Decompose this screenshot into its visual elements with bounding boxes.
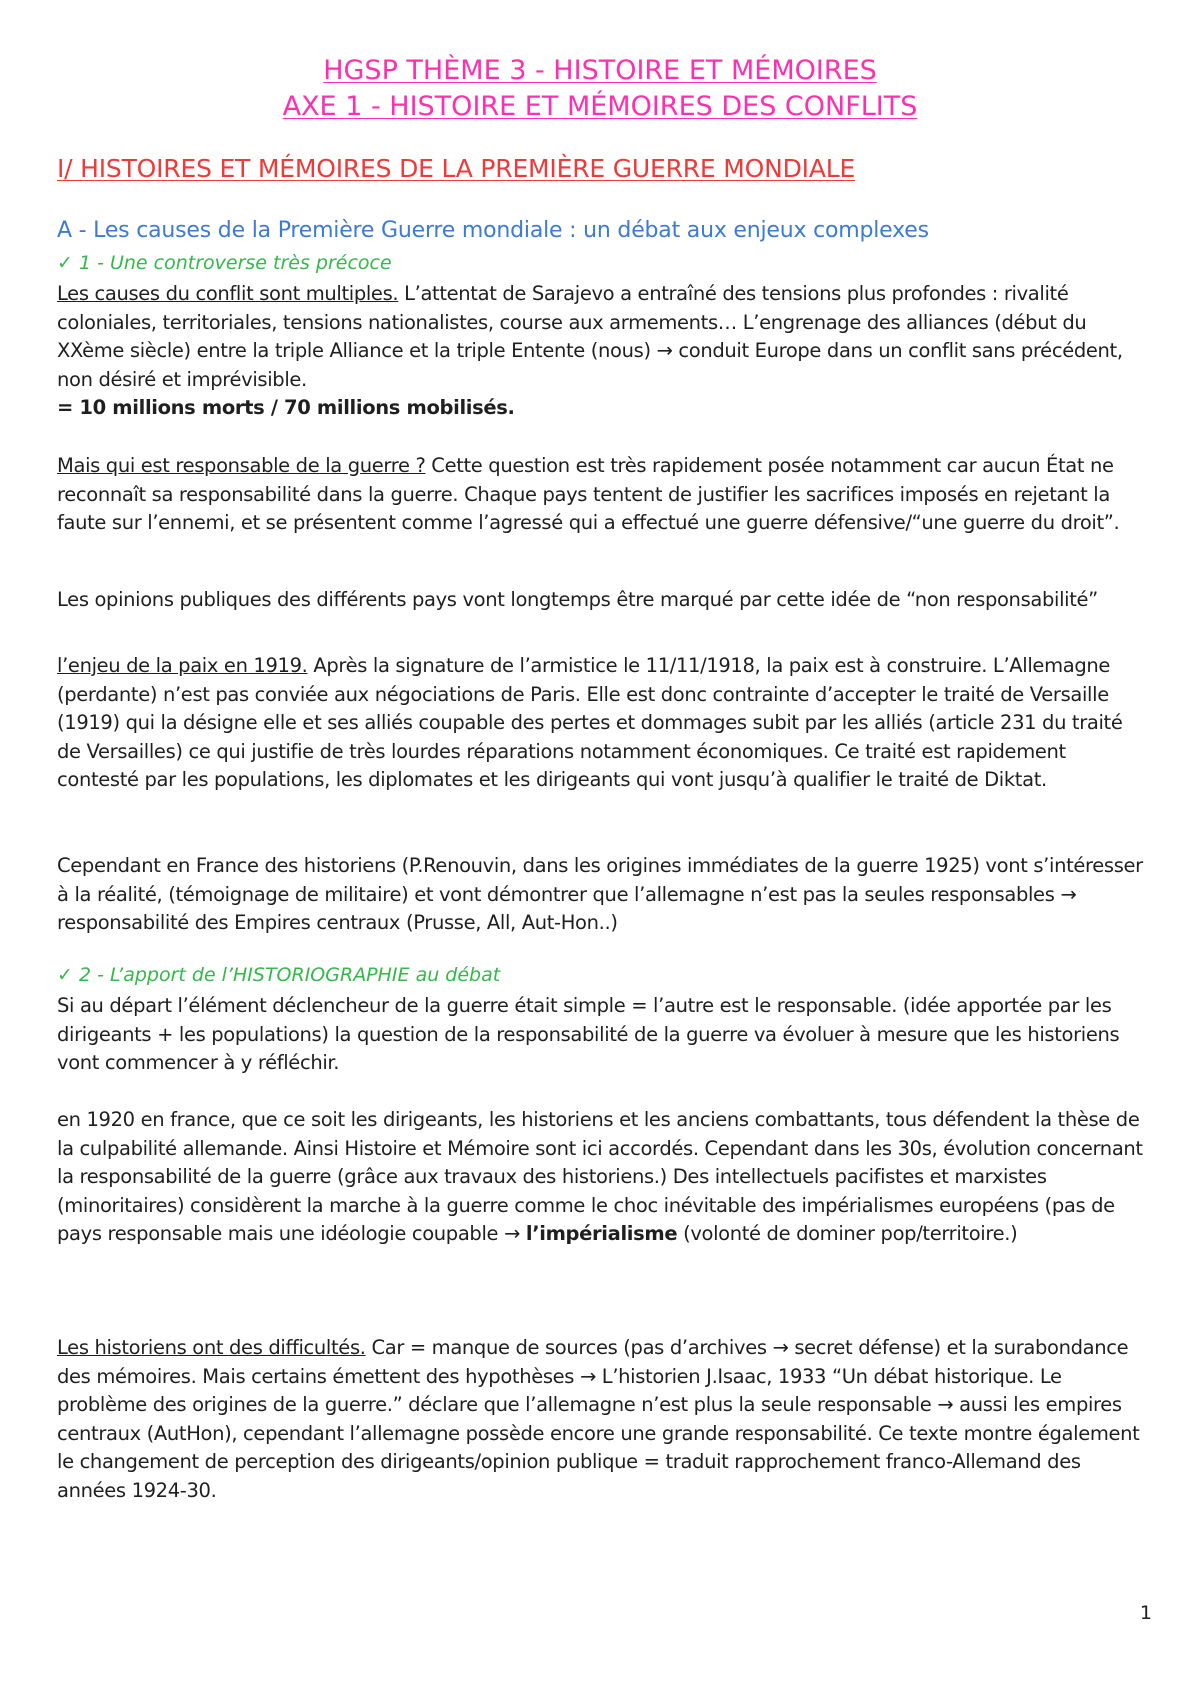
paragraph-text: en 1920 en france, que ce soit les dirigeants, les historiens et les anciens combattants, tous défendent la thèse de la culpabilité allemande. Ainsi Histoire et Mémoire sont ici accordés. Cependant dans les 30s, évolution concernant la responsabilité de la guerre (grâce aux travaux des historiens.) Des intellectuels pacifistes et marxistes (minoritaires) considèrent la marche à la guerre comme le choc inévitable des impérialismes européens (pas de pays responsable mais une idéologie coupable → (57, 1108, 1143, 1245)
subsection-heading: A - Les causes de la Première Guerre mondiale : un débat aux enjeux complexes (57, 218, 929, 243)
casualty-summary: = 10 millions morts / 70 millions mobilisés. (57, 396, 515, 419)
paragraph-1920-thesis (57, 1106, 1147, 1249)
paragraph-opinions: Les opinions publiques des différents pays vont longtemps être marqué par cette idée de “non responsabilité” (57, 588, 1098, 611)
paragraph-text: Cette question est très rapidement posée notamment car aucun État ne reconnaît sa responsabilité dans la guerre. Chaque pays tentent de justifier les sacrifices imposés en rejetant la faute sur l’ennemi, et se présentent comme l’agressé qui a effectué une guerre défensive/“une guerre du droit”. (57, 454, 1120, 534)
paragraph-lead: Les historiens ont des difficultés. (57, 1336, 366, 1359)
axis-title: AXE 1 - HISTOIRE ET MÉMOIRES DES CONFLITS (282, 91, 918, 122)
paragraph-text: L’attentat de Sarajevo a entraîné des tensions plus profondes : rivalité coloniales, territoriales, tensions nationalistes, course aux armements… L’engrenage des alliances (début du XXème siècle) entre la triple Alliance et la triple Entente (nous) → conduit Europe dans un conflit sans précédent, non désiré et imprévisible. (57, 282, 1123, 391)
paragraph-responsibility (57, 452, 1147, 538)
paragraph-text: Après la signature de l’armistice le 11/11/1918, la paix est à construire. L’Allemagne (perdante) n’est pas conviée aux négociations de Paris. Elle est donc contrainte d’accepter le traité de Versaille (1919) qui la désigne elle et ses alliés coupable des pertes et dommages subit par les alliés (article 231 du traité de Versailles) ce qui justifie de très lourdes réparations notamment économiques. Ce traité est rapidement contesté par les populations, les diplomates et les dirigeants qui vont jusqu’à qualifier le traité de Diktat. (57, 654, 1123, 791)
checkpoint-1-heading: ✓ 1 - Une controverse très précoce (57, 252, 392, 274)
paragraph-text-end: (volonté de dominer pop/territoire.) (677, 1222, 1018, 1245)
section-heading: I/ HISTOIRES ET MÉMOIRES DE LA PREMIÈRE GUERRE MONDIALE (57, 154, 856, 183)
page-number: 1 (1139, 1602, 1152, 1624)
paragraph-causes (57, 280, 1147, 423)
paragraph-lead: l’enjeu de la paix en 1919. (57, 654, 308, 677)
paragraph-historiography: Si au départ l’élément déclencheur de la guerre était simple = l’autre est le responsable. (idée apportée par les dirigeants + les populations) la question de la responsabilité de la guerre va évoluer à mesure que les historiens vont commencer à y réfléchir. (57, 994, 1120, 1074)
paragraph-lead: Mais qui est responsable de la guerre ? (57, 454, 426, 477)
document-title: HGSP THÈME 3 - HISTOIRE ET MÉMOIRES (323, 55, 877, 86)
paragraph-lead: Les causes du conflit sont multiples. (57, 282, 399, 305)
paragraph-peace-1919 (57, 652, 1147, 795)
paragraph-difficulties (57, 1334, 1147, 1505)
paragraph-text: Car = manque de sources (pas d’archives → secret défense) et la surabondance des mémoires. Mais certains émettent des hypothèses → L’historien J.Isaac, 1933 “Un débat historique. Le problème des origines de la guerre.” déclare que l’allemagne n’est plus la seule responsable → aussi les empires centraux (AutHon), cependant l’allemagne possède encore une grande responsabilité. Ce texte montre également le changement de perception des dirigeants/opinion publique = traduit rapprochement franco-Allemand des années 1924-30. (57, 1336, 1140, 1502)
checkpoint-2-heading: ✓ 2 - L’apport de l’HISTORIOGRAPHIE au débat (57, 964, 501, 986)
paragraph-historians-france: Cependant en France des historiens (P.Renouvin, dans les origines immédiates de la guerre 1925) vont s’intéresser à la réalité, (témoignage de militaire) et vont démontrer que l’allemagne n’est pas la seules responsables → responsabilité des Empires centraux (Prusse, All, Aut-Hon..) (57, 854, 1143, 934)
keyword-imperialism: l’impérialisme (525, 1222, 678, 1245)
